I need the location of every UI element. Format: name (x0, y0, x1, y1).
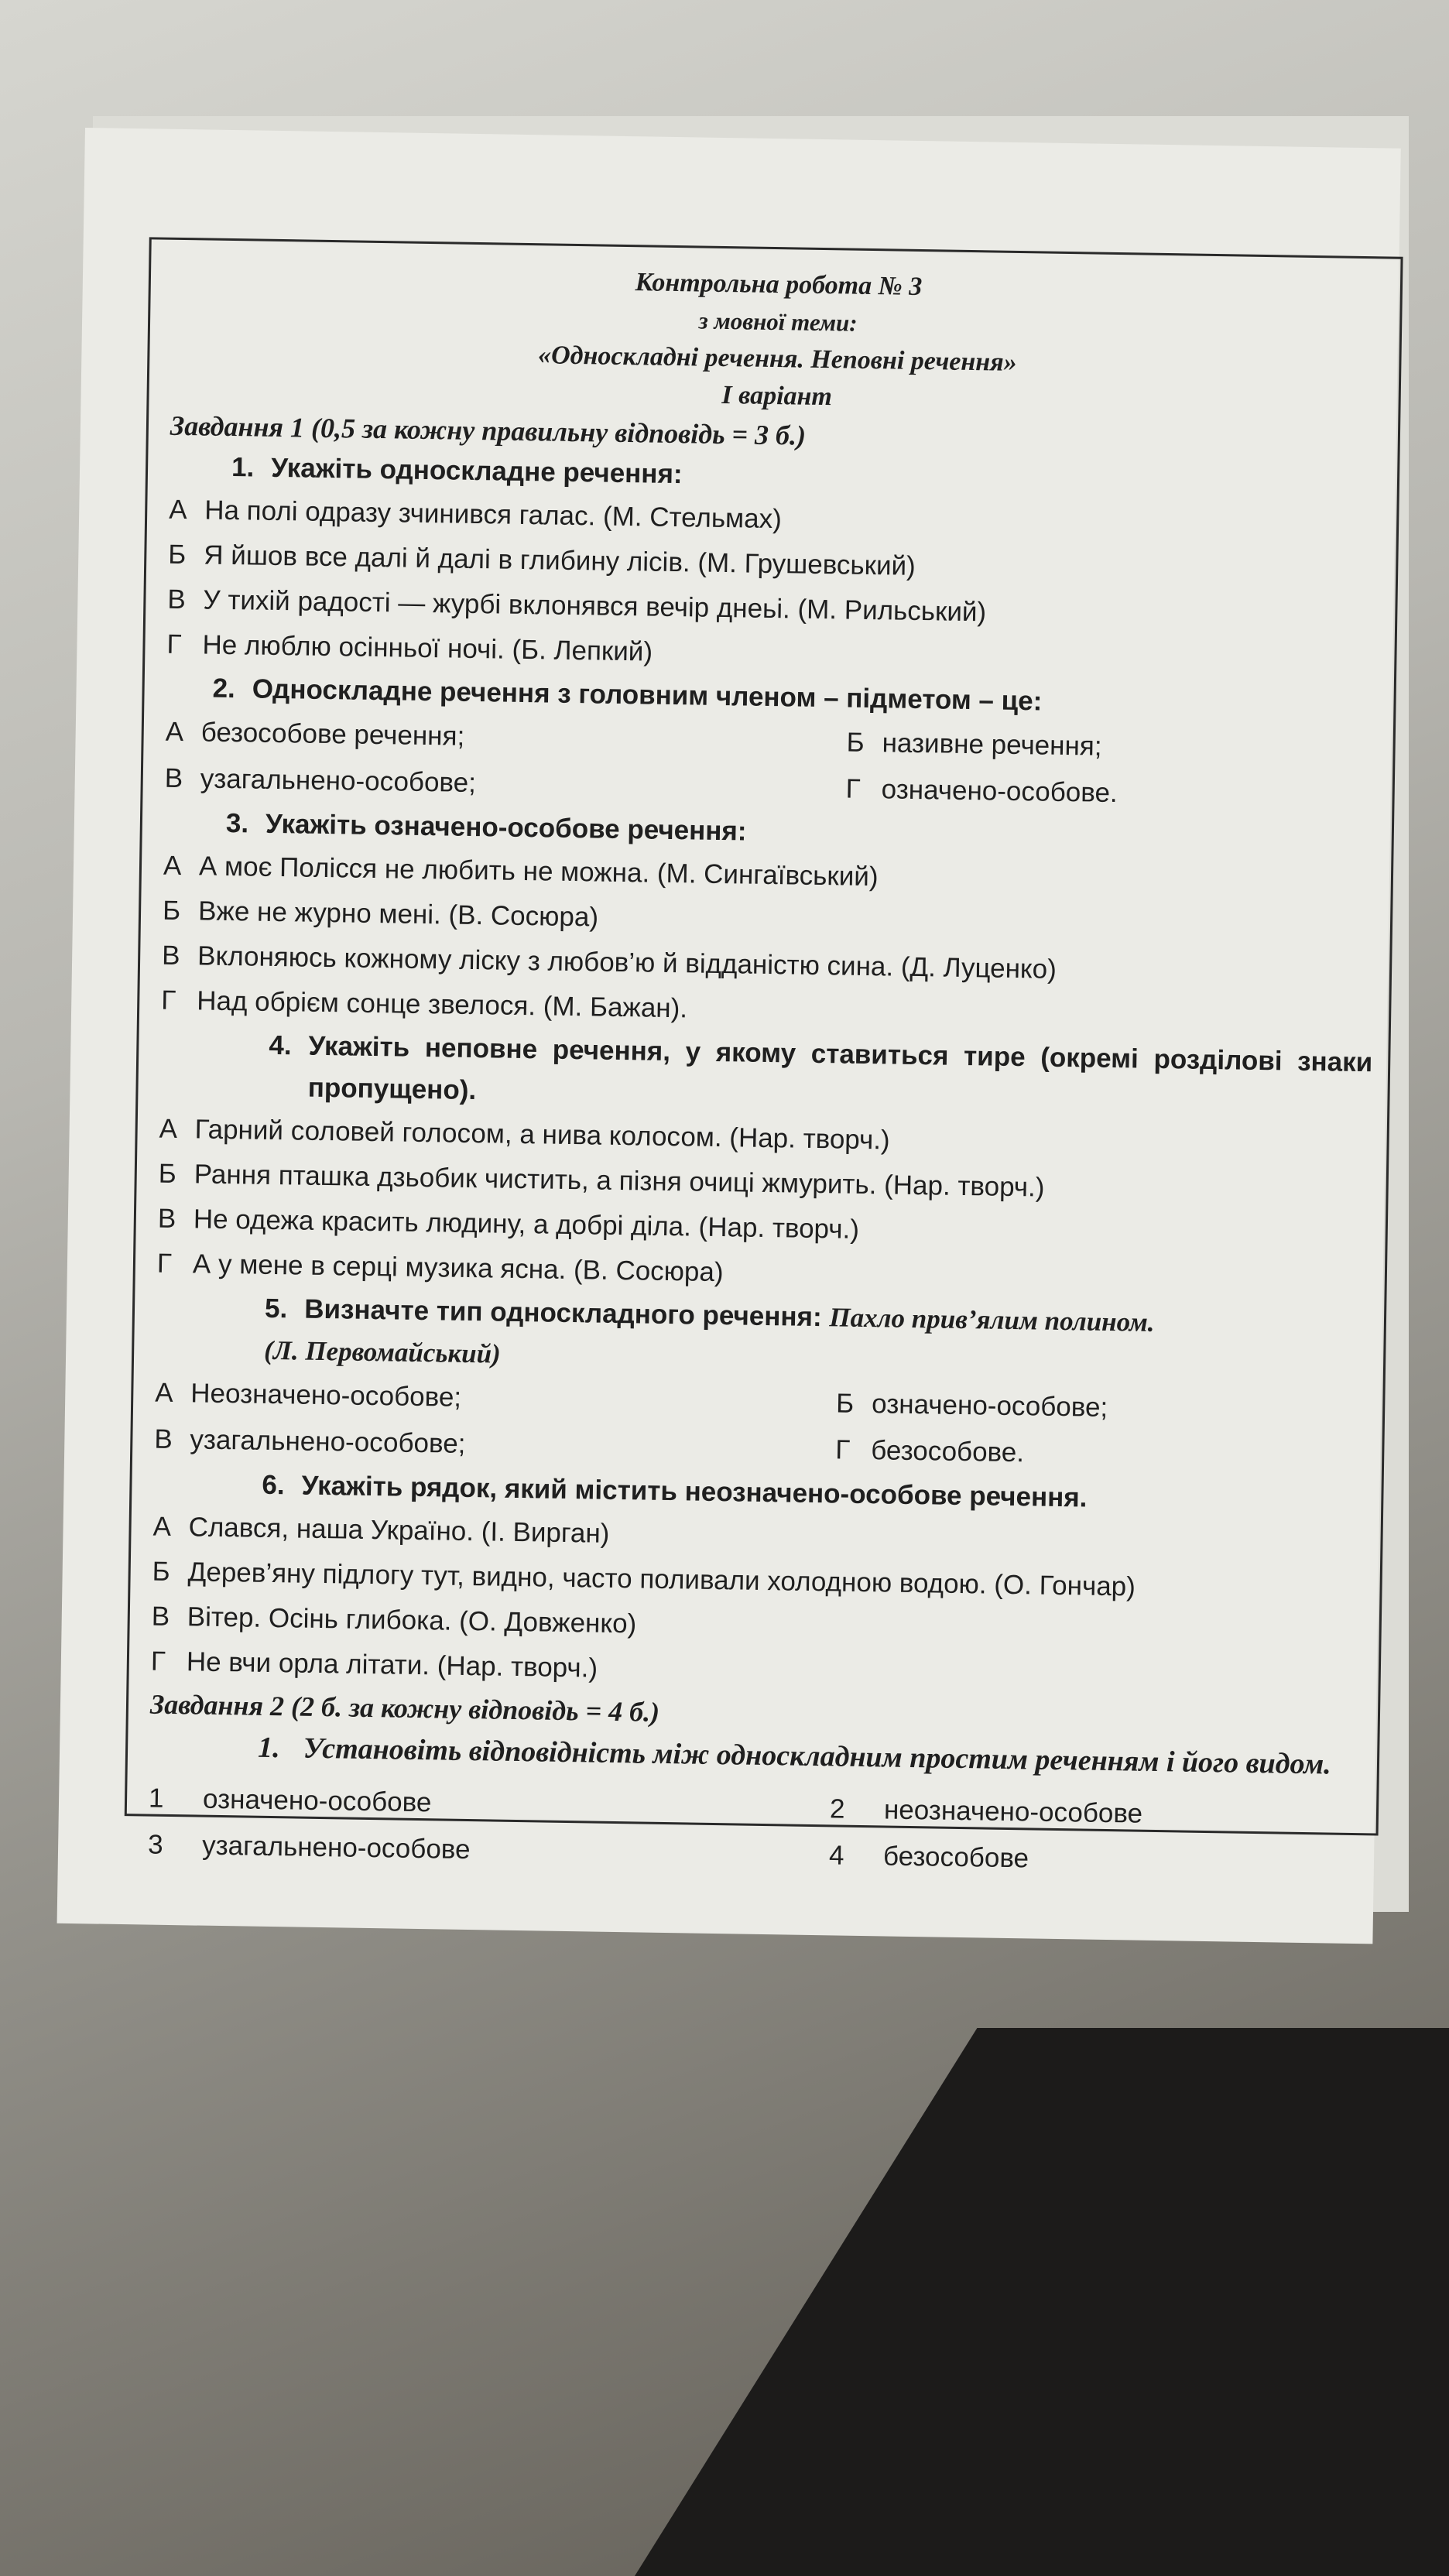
question-quote: Пахло прив’ялим полином. (829, 1302, 1155, 1338)
option-text: Вже не журно мені. (В. Сосюра) (197, 896, 599, 933)
option-letter: А (165, 716, 184, 748)
option-letter: В (167, 584, 187, 615)
option-text: безособове речення; (200, 717, 465, 752)
option-text: А моє Полісся не любить не можна. (М. Сингаївський) (198, 851, 879, 892)
type-4 (829, 1832, 1029, 1882)
question-text: Визначте тип односкладного речення: (303, 1293, 822, 1333)
option-letter: Б (168, 539, 187, 570)
option-text: узагальнено-особове; (200, 763, 477, 799)
question-text: Укажіть односкладне речення: (271, 452, 683, 490)
question-number: 3. (225, 807, 249, 839)
option-letter: Б (162, 895, 181, 927)
type-number: 3 (147, 1829, 163, 1860)
subtitle: з мовної теми: (698, 307, 858, 337)
topic: «Односкладні речення. Неповні речення» (537, 341, 1017, 377)
option-text: Гарний соловей голосом, а нива колосом. (Нар. творч.) (194, 1114, 890, 1156)
variant: І варіант (721, 380, 833, 412)
question-number: 5. (264, 1293, 288, 1324)
question-number: 1. (231, 452, 255, 483)
option-letter: Б (158, 1158, 177, 1190)
test-paper (57, 128, 1401, 1944)
option-text: У тихій радості — журбі вклонявся вечір днеьі. (М. Рильський) (203, 584, 987, 628)
question-text: Укажіть означено-особове речення: (265, 808, 747, 847)
option-2g (845, 766, 1118, 817)
option-text: Вітер. Осінь глибока. (О. Довженко) (187, 1601, 637, 1639)
option-5g (835, 1427, 1025, 1476)
option-letter: А (159, 1113, 178, 1145)
option-text: Слався, наша Україно. (І. Вирган) (188, 1512, 610, 1549)
option-letter: В (154, 1423, 173, 1454)
option-letter: Г (166, 629, 182, 660)
option-2b (846, 720, 1102, 770)
question-text: Укажіть неповне речення, у якому ставиться тире (окремі розділові знаки пропущено). (307, 1030, 1373, 1106)
question-text: Установіть відповідність між односкладним простим реченням і його видом. (303, 1732, 1332, 1781)
type-number: 2 (829, 1793, 845, 1824)
option-text: Над обрієм сонце звелося. (М. Бажан). (196, 985, 688, 1024)
option-text: Не одежа красить людину, а добрі діла. (Нар. творч.) (193, 1204, 860, 1245)
option-letter: Г (845, 773, 861, 804)
header (170, 257, 1385, 425)
option-letter: А (163, 850, 182, 882)
question-text: Укажіть рядок, який містить неозначено-особове речення. (301, 1470, 1088, 1513)
option-text: Вклоняюсь кожному ліску з любов’ю й відданістю сина. (Д. Луценко) (197, 940, 1057, 985)
question-number: 2. (212, 673, 236, 704)
type-text: безособове (882, 1841, 1029, 1874)
option-letter: А (155, 1377, 174, 1408)
type-3 (148, 1822, 830, 1879)
option-text: Не вчи орла літати. (Нар. творч.) (186, 1646, 598, 1684)
option-text: означено-особове; (871, 1389, 1108, 1423)
option-text: узагальнено-особове; (190, 1424, 466, 1459)
type-2 (830, 1786, 1143, 1837)
option-letter: В (164, 762, 183, 794)
type-number: 1 (148, 1783, 164, 1814)
question-number: 6. (262, 1469, 285, 1501)
option-text: Неозначено-особове; (190, 1378, 462, 1413)
option-5b (836, 1380, 1108, 1431)
option-letter: Г (834, 1434, 851, 1465)
task1-title: Завдання 1 (0,5 за кожну правильну відповідь = 3 б.) (170, 409, 807, 451)
option-letter: А (168, 494, 187, 526)
test-frame (125, 237, 1403, 1874)
option-letter: Б (846, 727, 865, 758)
option-text: На полі одразу зчинився галас. (М. Стельмах) (204, 495, 783, 535)
question-number: 4. (269, 1029, 292, 1061)
type-number: 4 (828, 1840, 844, 1871)
option-letter: В (161, 940, 180, 971)
option-letter: А (152, 1511, 172, 1542)
title: Контрольна робота № 3 (635, 268, 923, 302)
option-letter: Г (156, 1248, 173, 1279)
option-letter: Б (835, 1388, 855, 1419)
option-letter: Б (152, 1556, 170, 1587)
option-text: Рання пташка дзьобик чистить, а пізня очиці жмурить. (Нар. творч.) (194, 1159, 1045, 1203)
type-text: узагальнено-особове (201, 1830, 471, 1865)
task2-title: Завдання 2 (2 б. за кожну відповідь = 4 б.) (149, 1688, 660, 1728)
option-letter: В (157, 1203, 176, 1235)
question-number: 1. (257, 1731, 280, 1765)
option-text: Я йшов все далі й далі в глибину лісів. (М. Грушевський) (204, 540, 916, 581)
option-text: означено-особове. (881, 774, 1118, 809)
option-letter: В (151, 1601, 170, 1632)
type-text: неозначено-особове (883, 1794, 1143, 1829)
option-text: А у мене в серці музика ясна. (В. Сосюра) (192, 1249, 724, 1288)
option-text: називне речення; (882, 728, 1102, 762)
type-text: означено-особове (202, 1783, 432, 1818)
question-author: (Л. Первомайський) (263, 1334, 502, 1369)
option-text: безособове. (870, 1435, 1025, 1468)
option-text: Не люблю осінньої ночі. (Б. Лепкий) (202, 629, 653, 667)
option-letter: Г (150, 1646, 166, 1677)
question-text: Односкладне речення з головним членом – підметом – це: (252, 673, 1043, 717)
option-text: Дерев’яну підлогу тут, видно, часто поливали холодною водою. (О. Гончар) (187, 1557, 1136, 1602)
option-letter: Г (161, 985, 176, 1016)
